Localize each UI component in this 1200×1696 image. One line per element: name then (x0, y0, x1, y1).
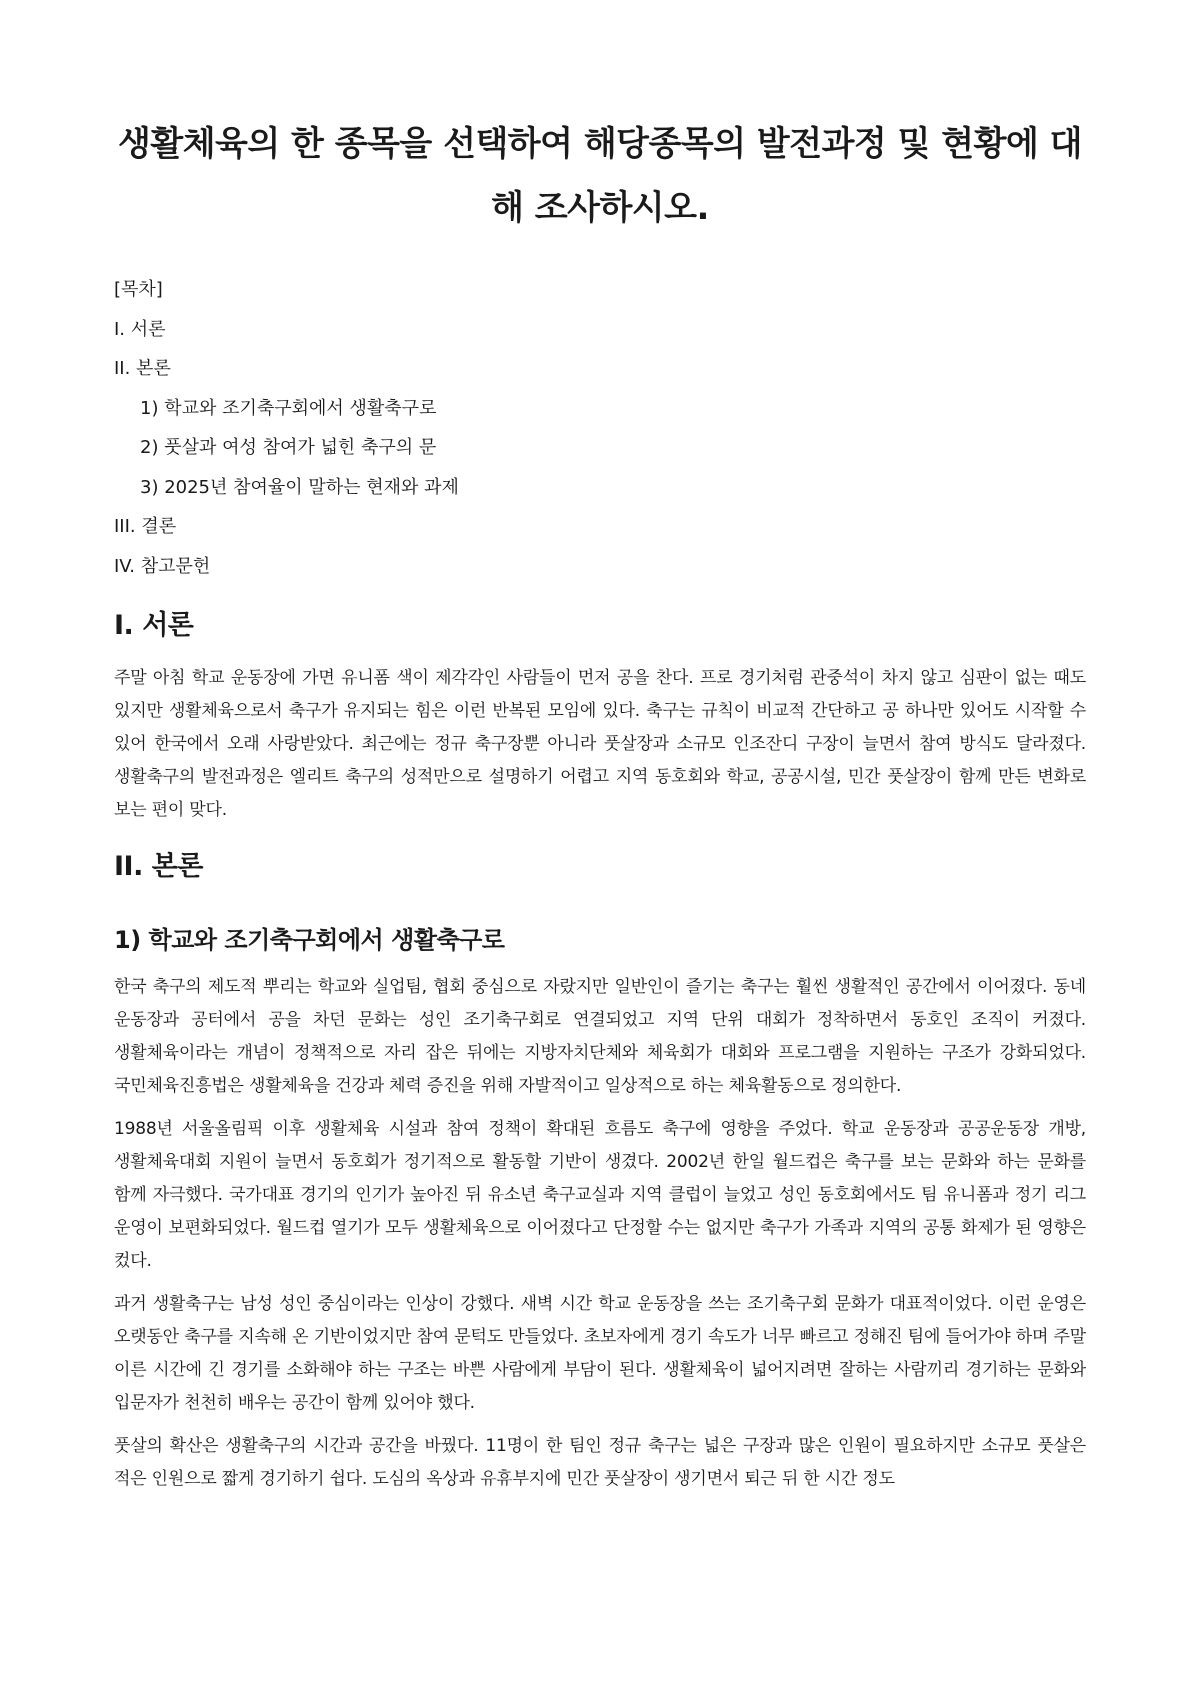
intro-heading: I. 서론 (114, 610, 194, 641)
section-1-heading: 1) 학교와 조기축구회에서 생활축구로 (114, 926, 505, 954)
intro-paragraph: 주말 아침 학교 운동장에 가면 유니폼 색이 제각각인 사람들이 먼저 공을 찬다. 프로 경기처럼 관중석이 차지 않고 심판이 없는 때도 있지만 생활체육으로서 축구가 유지되는 힘은 이런 반복된 모임에 있다. 축구는 규칙이 비교적 간단하고 공 하나만 있어도 시작할 수 있어 한국에서 오래 사랑받았다. 최근에는 정규 축구장뿐 아니라 풋살장과 소규모 인조잔디 구장이 늘면서 참여 방식도 달라졌다. 생활축구의 발전과정은 엘리트 축구의 성적만으로 설명하기 어렵고 지역 동호회와 학교, 공공시설, 민간 풋살장이 함께 만든 변화로 보는 편이 맞다. (114, 668, 1086, 820)
toc-item-references: IV. 참고문헌 (114, 555, 211, 577)
section-1-paragraph: 과거 생활축구는 남성 성인 중심이라는 인상이 강했다. 새벽 시간 학교 운동장을 쓰는 조기축구회 문화가 대표적이었다. 이런 운영은 오랫동안 축구를 지속해 온 기반이었지만 참여 문턱도 만들었다. 초보자에게 경기 속도가 너무 빠르고 정해진 팀에 들어가야 하며 주말 이른 시간에 긴 경기를 소화해야 하는 구조는 바쁜 사람에게 부담이 된다. 생활체육이 넓어지려면 잘하는 사람끼리 경기하는 문화와 입문자가 천천히 배우는 공간이 함께 있어야 했다. (114, 1294, 1086, 1413)
intro-section (114, 606, 1086, 827)
toc-subitem-3: 3) 2025년 참여율이 말하는 현재와 과제 (140, 476, 459, 498)
toc-item-intro: I. 서론 (114, 318, 166, 340)
body-heading: II. 본론 (114, 851, 203, 882)
section-1-paragraph: 풋살의 확산은 생활축구의 시간과 공간을 바꿨다. 11명이 한 팀인 정규 축구는 넓은 구장과 많은 인원이 필요하지만 소규모 풋살은 적은 인원으로 짧게 경기하기 쉽다. 도심의 옥상과 유휴부지에 민간 풋살장이 생기면서 퇴근 뒤 한 시간 정도 (114, 1436, 1086, 1489)
table-of-contents (114, 270, 1086, 586)
document-title: 생활체육의 한 종목을 선택하여 해당종목의 발전과정 및 현황에 대해 조사하시오. (118, 124, 1082, 228)
section-1-paragraph: 1988년 서울올림픽 이후 생활체육 시설과 참여 정책이 확대된 흐름도 축구에 영향을 주었다. 학교 운동장과 공공운동장 개방, 생활체육대회 지원이 늘면서 동호회가 정기적으로 활동할 기반이 생겼다. 2002년 한일 월드컵은 축구를 보는 문화와 하는 문화를 함께 자극했다. 국가대표 경기의 인기가 높아진 뒤 유소년 축구교실과 지역 클럽이 늘었고 성인 동호회에서도 팀 유니폼과 정기 리그 운영이 보편화되었다. 월드컵 열기가 모두 생활체육으로 이어졌다고 단정할 수는 없지만 축구가 가족과 지역의 공통 화제가 된 영향은 컸다. (114, 1119, 1086, 1271)
toc-item-body: II. 본론 (114, 358, 171, 379)
section-1-paragraph: 한국 축구의 제도적 뿌리는 학교와 실업팀, 협회 중심으로 자랐지만 일반인이 즐기는 축구는 훨씬 생활적인 공간에서 이어졌다. 동네 운동장과 공터에서 공을 차던 문화는 성인 조기축구회로 연결되었고 지역 단위 대회가 정착하면서 동호인 조직이 커졌다. 생활체육이라는 개념이 정책적으로 자리 잡은 뒤에는 지방자치단체와 체육회가 대회와 프로그램을 지원하는 구조가 강화되었다. 국민체육진흥법은 생활체육을 건강과 체력 증진을 위해 자발적이고 일상적으로 하는 체육활동으로 정의한다. (114, 977, 1086, 1096)
toc-heading: [목차] (114, 279, 163, 300)
toc-subitem-1: 1) 학교와 조기축구회에서 생활축구로 (140, 397, 437, 419)
toc-item-conclusion: III. 결론 (114, 516, 177, 537)
toc-subitem-2: 2) 풋살과 여성 참여가 넓힌 축구의 문 (140, 437, 437, 458)
body-section (114, 847, 1086, 1496)
